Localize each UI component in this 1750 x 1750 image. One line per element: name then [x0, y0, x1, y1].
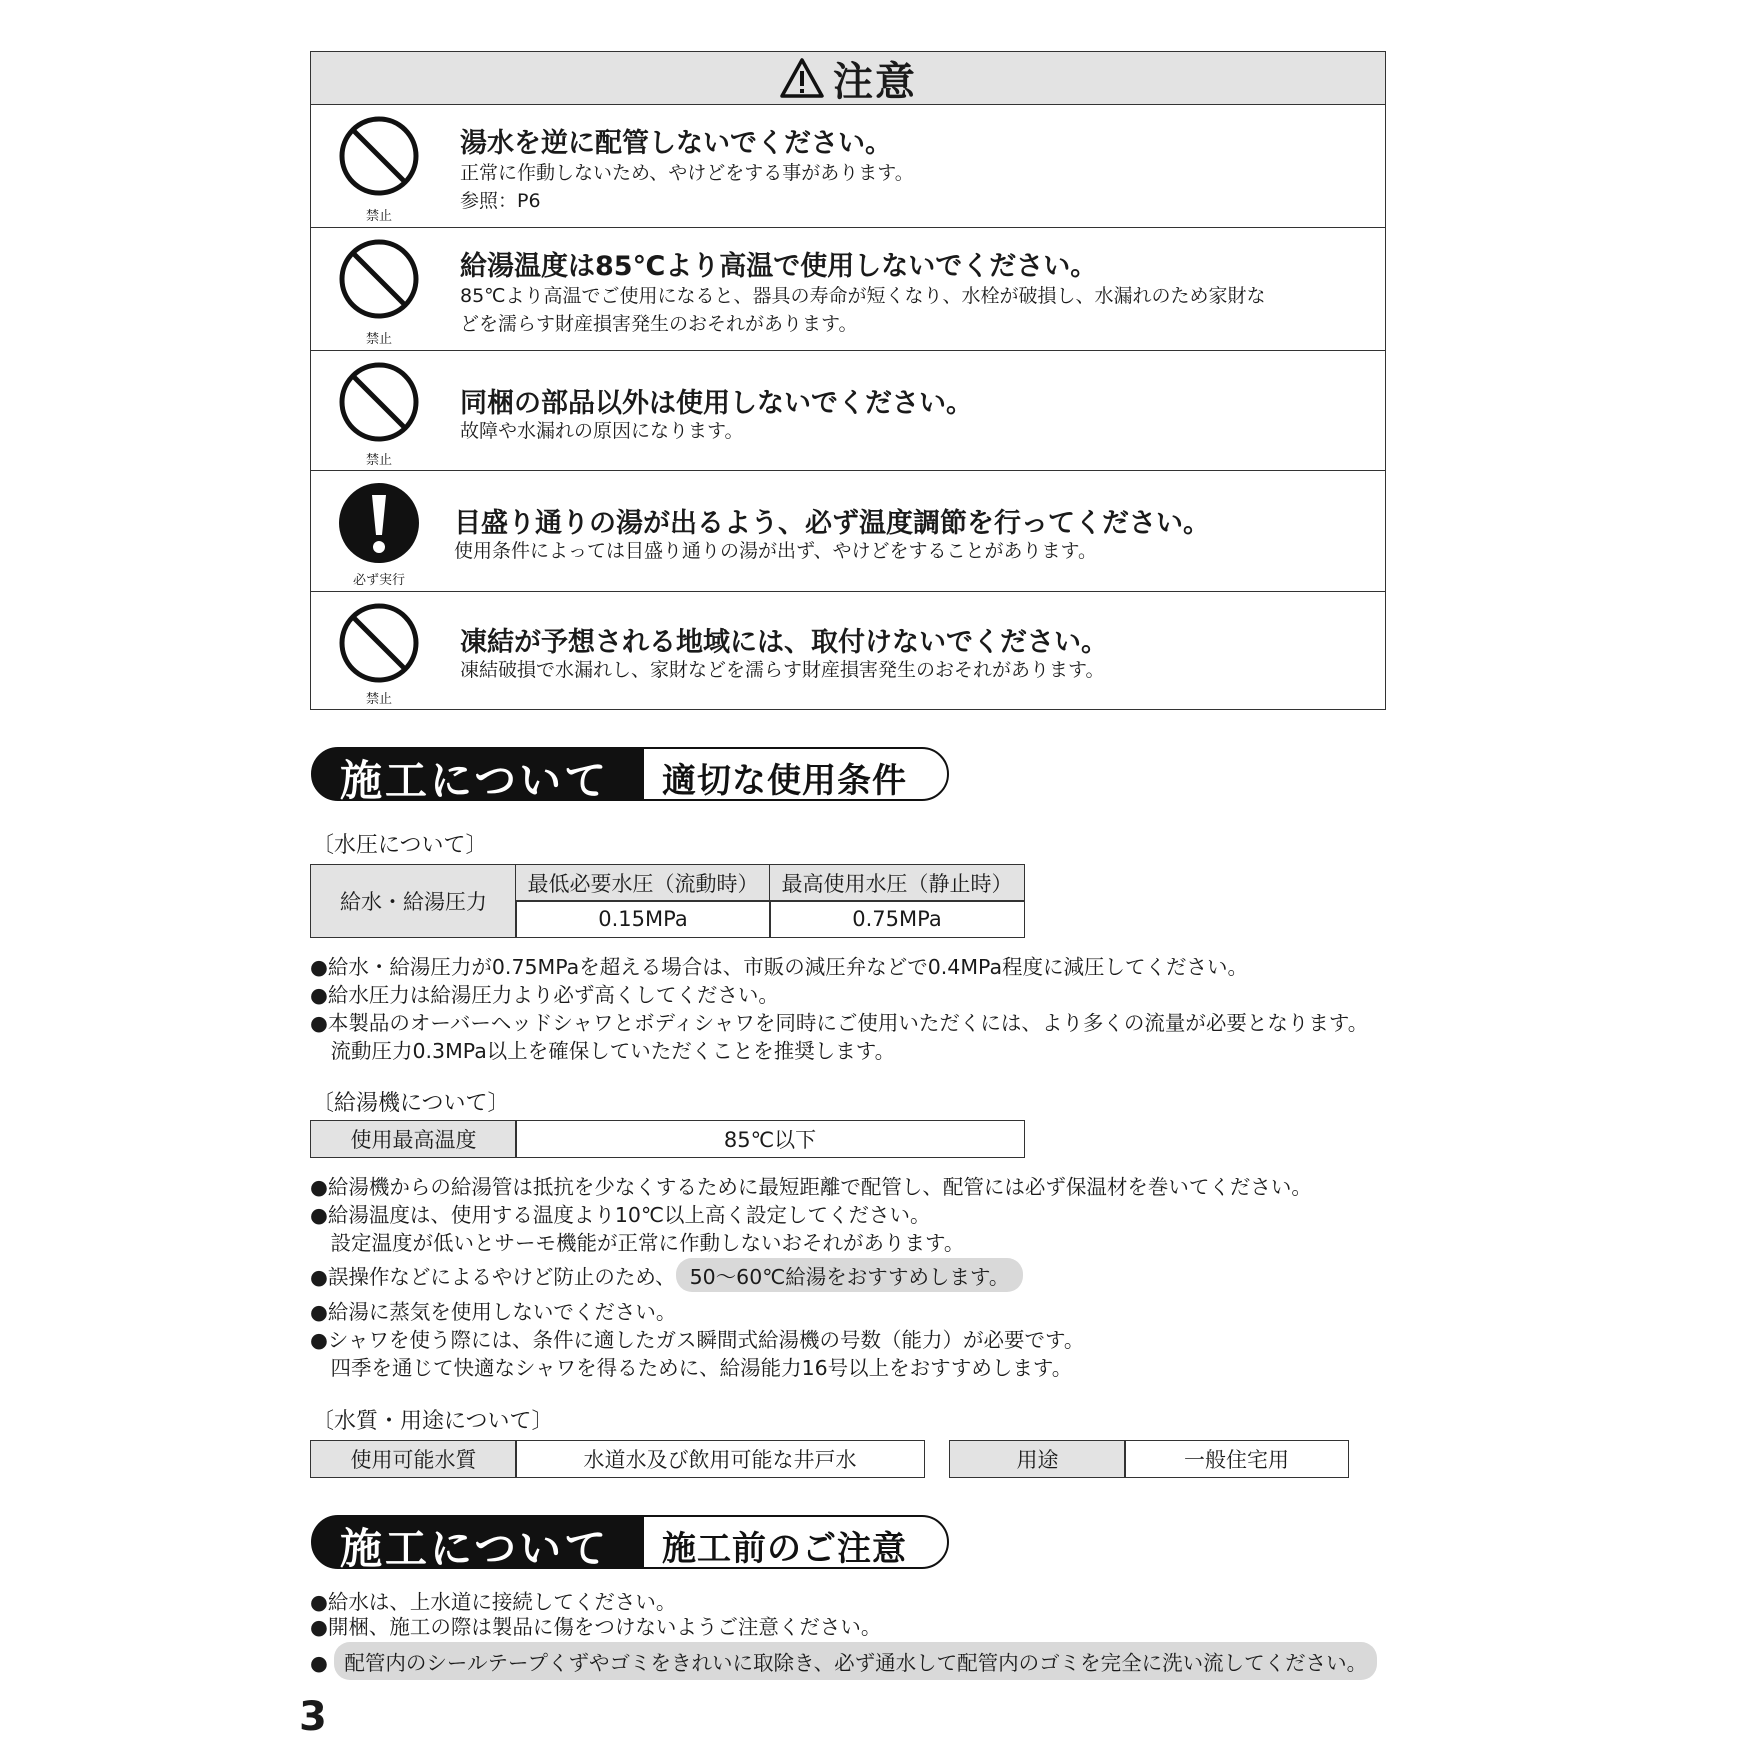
caution-header	[311, 52, 1385, 105]
caution-item	[311, 471, 1385, 592]
caution-heading: 目盛り通りの湯が出るよう、必ず温度調節を行ってください。	[454, 508, 1210, 539]
water-heater-heading: 〔給湯機について〕	[312, 1091, 510, 1116]
warning-triangle-icon	[779, 57, 825, 99]
caution-text: 凍結破損で水漏れし、家財などを濡らす財産損害発生のおそれがあります。	[460, 659, 1105, 681]
recommend-highlight: 50～60℃給湯をおすすめします。	[676, 1258, 1024, 1292]
bullet-item: ●給湯に蒸気を使用しないでください。	[310, 1300, 677, 1324]
caution-title: 注意	[833, 58, 917, 105]
icon-caption: 禁止	[365, 453, 392, 468]
caution-text: 参照：P6	[460, 190, 541, 212]
caution-item	[311, 592, 1385, 710]
page-number: 3	[299, 1694, 327, 1740]
section-header	[310, 1514, 950, 1573]
caution-item	[311, 105, 1385, 228]
row-label: 給水・給湯圧力	[310, 864, 517, 938]
table-cell: 0.75MPa	[769, 900, 1025, 938]
caution-text: 使用条件によっては目盛り通りの湯が出ず、やけどをすることがあります。	[454, 540, 1097, 562]
bullet-item: 流動圧力0.3MPa以上を確保していただくことを推奨します。	[310, 1039, 896, 1063]
section-subtitle: 施工前のご注意	[662, 1529, 907, 1569]
mandatory-icon	[337, 481, 421, 565]
prohibition-icon	[337, 601, 421, 685]
caution-box	[310, 51, 1386, 710]
caution-text: どを濡らす財産損害発生のおそれがあります。	[460, 313, 858, 335]
table-cell: 一般住宅用	[1124, 1440, 1349, 1478]
bullet-item: ●開梱、施工の際は製品に傷をつけないようご注意ください。	[310, 1615, 882, 1639]
table-cell: 水道水及び飲用可能な井戸水	[515, 1440, 925, 1478]
icon-caption: 必ず実行	[352, 573, 405, 588]
bullet-item: ●給水・給湯圧力が0.75MPaを超える場合は、市販の減圧弁などで0.4MPa程度に減圧してください。	[310, 955, 1249, 979]
table-cell: 85℃以下	[515, 1120, 1025, 1158]
section-title: 施工について	[340, 1524, 610, 1573]
water-quality-heading: 〔水質・用途について〕	[312, 1409, 554, 1434]
highlight-text: 配管内のシールテープくずやゴミをきれいに取除き、必ず通水して配管内のゴミを完全に洗い流してください。	[334, 1642, 1377, 1680]
recommend-prefix: ●誤操作などによるやけど防止のため、	[310, 1265, 676, 1289]
bullet-mark: ●	[310, 1651, 328, 1675]
bullet-item: ●シャワを使う際には、条件に適したガス瞬間式給湯機の号数（能力）が必要です。	[310, 1328, 1085, 1352]
bullet-item: 四季を通じて快適なシャワを得るために、給湯能力16号以上をおすすめします。	[310, 1356, 1073, 1380]
caution-heading: 湯水を逆に配管しないでください。	[460, 128, 892, 159]
caution-text: 正常に作動しないため、やけどをする事があります。	[460, 162, 914, 184]
bullet-item: ●給水は、上水道に接続してください。	[310, 1590, 677, 1614]
section-title: 施工について	[340, 756, 610, 805]
water-pressure-heading: 〔水圧について〕	[312, 833, 488, 858]
table-cell: 0.15MPa	[515, 900, 771, 938]
caution-item	[311, 228, 1385, 351]
bullet-item: 設定温度が低いとサーモ機能が正常に作動しないおそれがあります。	[310, 1231, 965, 1255]
section-subtitle: 適切な使用条件	[662, 761, 907, 801]
row-label: 使用可能水質	[310, 1440, 517, 1478]
column-header: 最低必要水圧（流動時）	[515, 864, 771, 902]
caution-heading: 給湯温度は85℃より高温で使用しないでください。	[460, 251, 1098, 282]
caution-heading: 凍結が予想される地域には、取付けないでください。	[460, 627, 1108, 658]
caution-text: 85℃より高温でご使用になると、器具の寿命が短くなり、水栓が破損し、水漏れのため家財な	[460, 285, 1266, 307]
bullet-item: ●給湯温度は、使用する温度より10℃以上高く設定してください。	[310, 1203, 931, 1227]
column-header: 最高使用水圧（静止時）	[769, 864, 1025, 902]
bullet-item: ●本製品のオーバーヘッドシャワとボディシャワを同時にご使用いただくには、より多くの流量が必要となります。	[310, 1011, 1369, 1035]
caution-text: 故障や水漏れの原因になります。	[460, 420, 744, 442]
prohibition-icon	[337, 114, 421, 198]
section-header	[310, 746, 950, 805]
caution-heading: 同梱の部品以外は使用しないでください。	[460, 388, 973, 419]
prohibition-icon	[337, 237, 421, 321]
bullet-item: ●給湯機からの給湯管は抵抗を少なくするために最短距離で配管し、配管には必ず保温材を巻いてください。	[310, 1175, 1312, 1199]
icon-caption: 禁止	[365, 332, 392, 347]
icon-caption: 禁止	[365, 692, 392, 707]
bullet-item: ●給水圧力は給湯圧力より必ず高くしてください。	[310, 983, 779, 1007]
icon-caption: 禁止	[365, 209, 392, 224]
recommend-item	[310, 1258, 1023, 1292]
caution-item	[311, 351, 1385, 471]
row-label: 使用最高温度	[310, 1120, 517, 1158]
highlight-item	[310, 1642, 1377, 1680]
prohibition-icon	[337, 360, 421, 444]
row-label: 用途	[949, 1440, 1126, 1478]
